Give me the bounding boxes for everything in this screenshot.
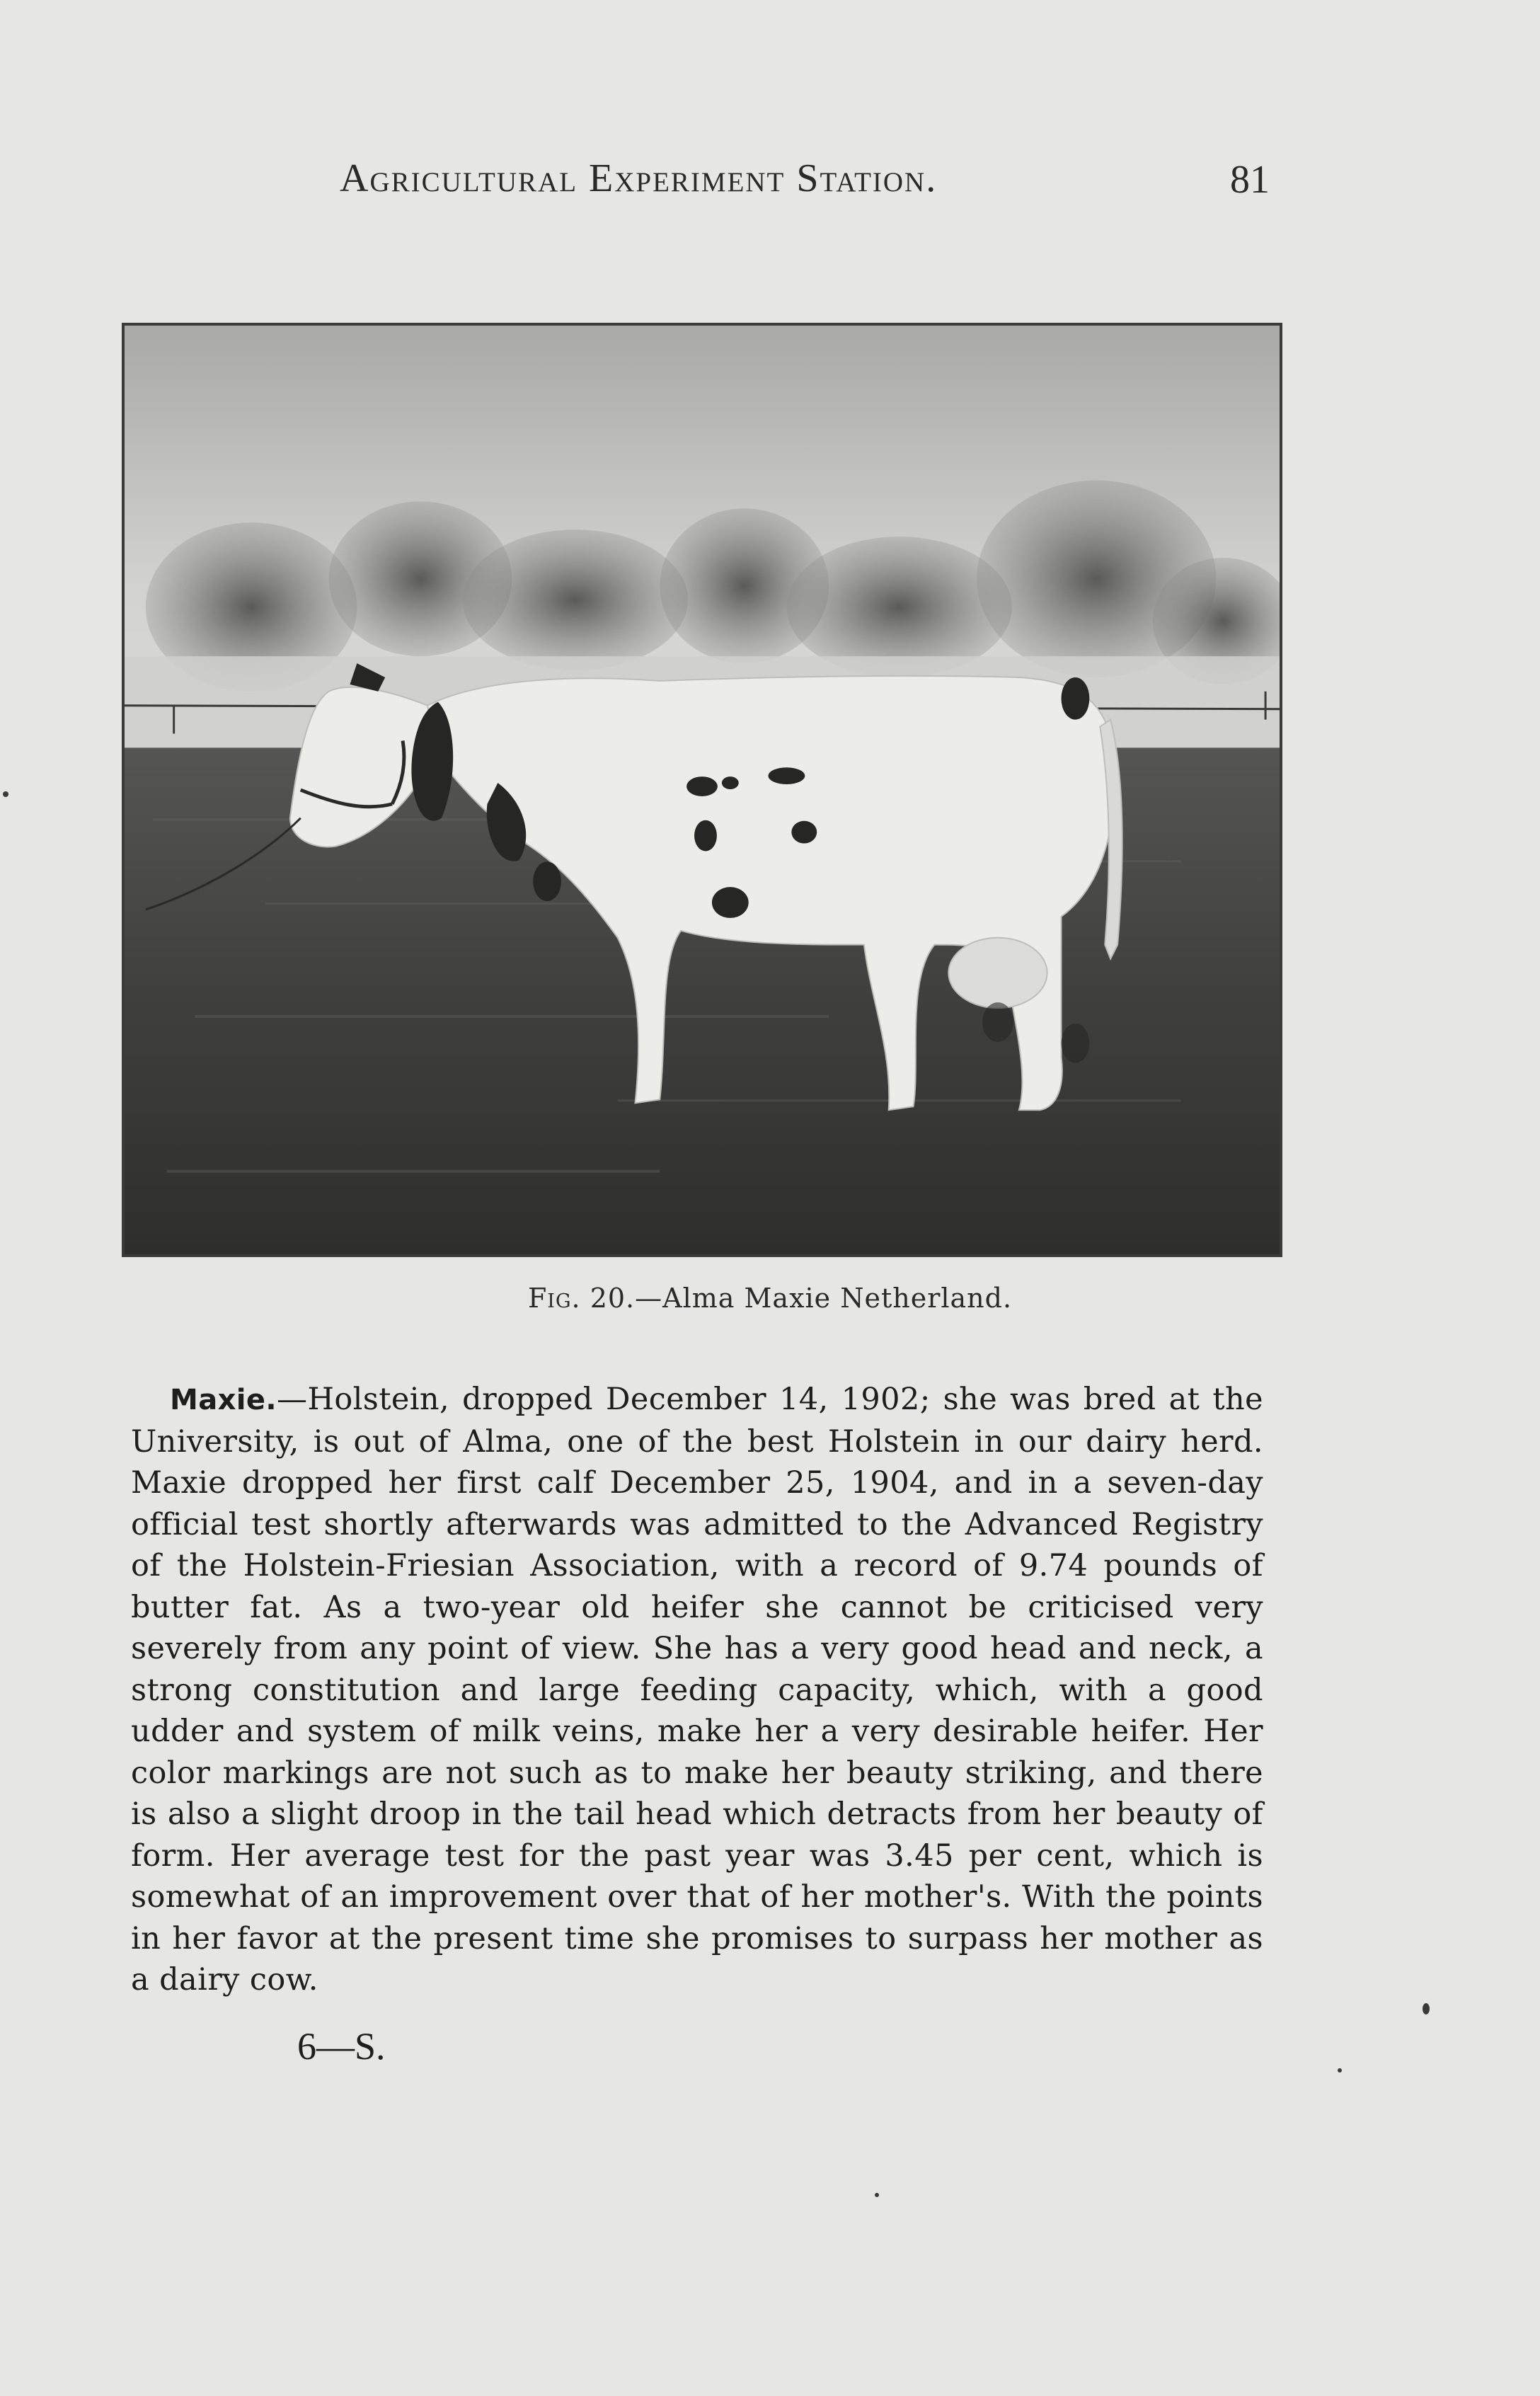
article-lead: Maxie.	[170, 1384, 277, 1416]
paper-speck	[1423, 2003, 1430, 2014]
figure-label: Fig. 20.	[527, 1283, 636, 1314]
paper-speck	[3, 791, 8, 797]
running-header: Agricultural Experiment Station.	[340, 156, 938, 200]
figure-caption	[0, 1283, 1540, 1314]
page-number: 81	[1230, 158, 1270, 202]
article-body: —Holstein, dropped December 14, 1902; she was bred at the University, is out of Alma, one of the best Holstein in our dairy herd. Maxie dropped her first calf December 25, 1904, and in a seven-day official test shortly afterwards was admitted to the Advanced Registry of the Holstein-Friesian Association, with a record of 9.74 pounds of butter fat. As a two-year old heifer she cannot be criticised very severely from any point of view. She has a very good head and neck, a strong constitution and large feeding capacity, which, with a good udder and system of milk veins, make her a very desirable heifer. Her color markings are not such as to make her beauty striking, and there is also a slight droop in the tail head which detracts from her beauty of form. Her average test for the past year was 3.45 per cent, which is somewhat of an improvement over that of her mother's. With the points in her favor at the present time she promises to surpass her mother as a dairy cow.	[131, 1382, 1263, 1997]
photo-illustration	[125, 326, 1280, 1254]
signature-mark: 6—S.	[297, 2025, 386, 2068]
caption-title: Alma Maxie Netherland.	[662, 1283, 1013, 1314]
paper-speck	[1338, 2068, 1342, 2073]
caption-dash: —	[635, 1283, 663, 1314]
cow-photograph	[122, 323, 1282, 1257]
article-paragraph	[131, 1379, 1263, 2001]
paper-speck	[875, 2193, 879, 2197]
